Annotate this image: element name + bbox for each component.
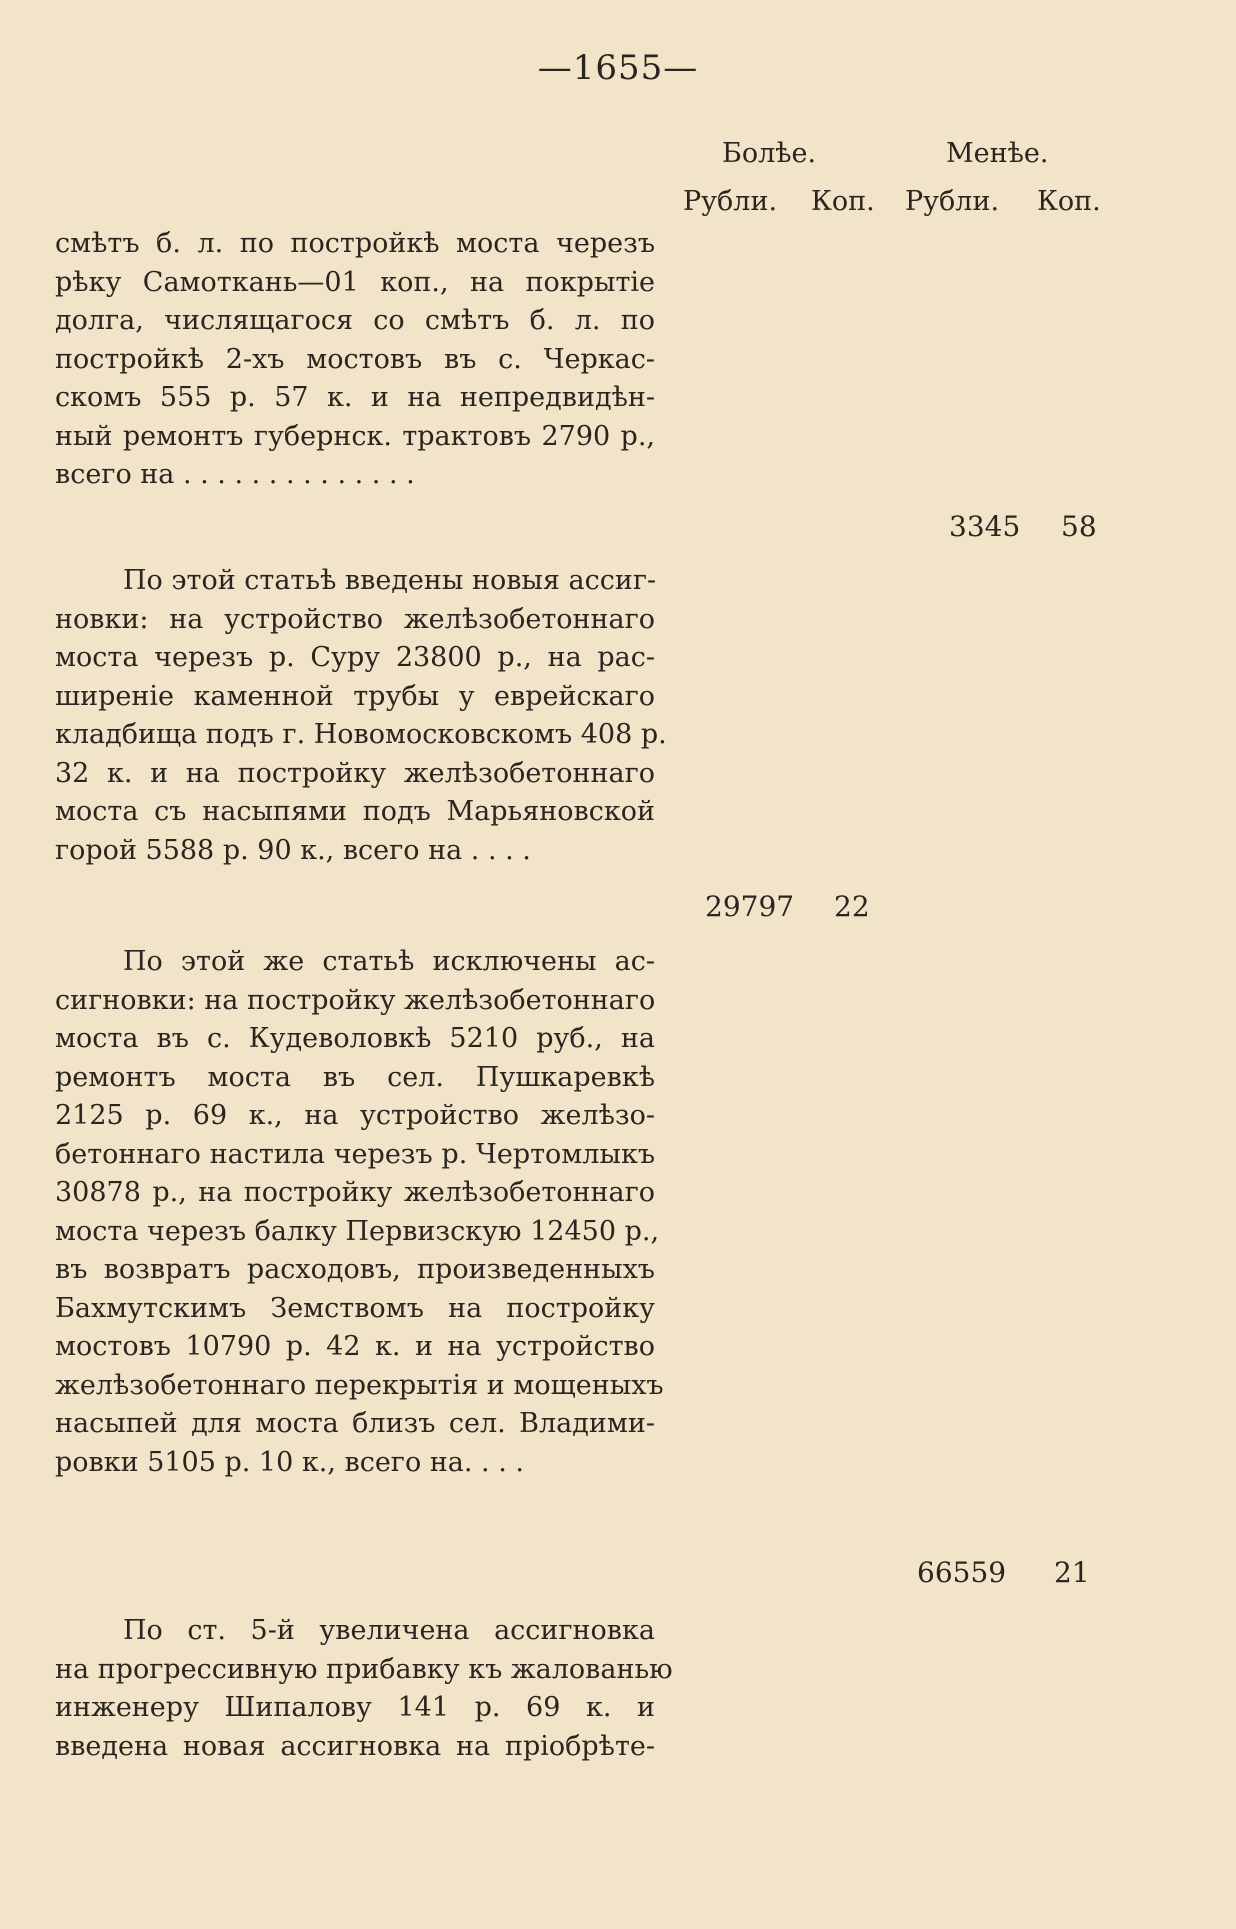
text-line: ширеніе каменной трубы у еврейскаго <box>55 680 655 712</box>
amount-less-rubles: 66559 <box>917 1556 1007 1589</box>
paragraph-new-allocations <box>55 562 667 870</box>
text-line: сигновки: на постройку желѣзобетоннаго <box>55 984 656 1016</box>
text-line: смѣтъ б. л. по постройкѣ моста черезъ <box>55 228 655 259</box>
text-line: ремонтъ моста въ сел. Пушкаревкѣ <box>55 1061 655 1093</box>
paragraph-excluded-allocations <box>55 943 664 1482</box>
text-line: По этой статьѣ введены новыя ассиг- <box>123 565 657 596</box>
text-line: введена новая ассигновка на пріобрѣте- <box>55 1730 655 1762</box>
column-header-more-kopecks: Коп. <box>811 186 875 217</box>
text-line: въ возвратъ расходовъ, произведенныхъ <box>55 1254 655 1285</box>
column-header-less-kopecks: Коп. <box>1037 186 1101 217</box>
text-line: По этой же статьѣ исключены ас- <box>123 946 655 977</box>
text-line: 2125 р. 69 к., на устройство желѣзо- <box>55 1100 655 1131</box>
text-line: моста съ насыпями подъ Марьяновской <box>55 796 655 827</box>
column-header-more-rubles: Рубли. <box>683 186 778 217</box>
column-header-more: Болѣе. <box>722 138 817 169</box>
amount-more-kopecks: 22 <box>834 890 870 923</box>
column-header-less: Менѣе. <box>946 138 1049 169</box>
text-line: Бахмутскимъ Земствомъ на постройку <box>55 1292 655 1324</box>
text-line: скомъ 555 р. 57 к. и на непредвидѣн- <box>55 382 655 413</box>
text-line: долга, числящагося со смѣтъ б. л. по <box>55 305 655 336</box>
amount-less-kopecks: 58 <box>1061 510 1097 543</box>
paragraph-salary-increase <box>55 1612 673 1766</box>
text-line: По ст. 5-й увеличена ассигновка <box>123 1615 655 1646</box>
text-line: инженеру Шипалову 141 р. 69 к. и <box>55 1692 655 1723</box>
text-line: желѣзобетоннаго перекрытія и мощеныхъ <box>55 1369 664 1401</box>
text-line: кладбища подъ г. Новомосковскомъ 408 р. <box>55 719 667 750</box>
text-line: 32 к. и на постройку желѣзобетоннаго <box>55 757 655 789</box>
amount-less-kopecks: 21 <box>1054 1556 1090 1589</box>
text-line: новки: на устройство желѣзобетоннаго <box>55 603 655 635</box>
page-number: —1655— <box>537 48 699 88</box>
text-line: постройкѣ 2-хъ мостовъ въ с. Черкас- <box>55 343 655 375</box>
text-line: моста черезъ р. Суру 23800 р., на рас- <box>55 642 655 673</box>
column-header-less-rubles: Рубли. <box>905 186 1000 217</box>
text-line: горой 5588 р. 90 к., всего на . . . . <box>55 834 531 866</box>
text-line: насыпей для моста близъ сел. Владими- <box>55 1408 655 1439</box>
text-line: моста черезъ балку Первизскую 12450 р., <box>55 1215 660 1247</box>
amount-more-rubles: 29797 <box>705 890 795 923</box>
text-line: мостовъ 10790 р. 42 к. и на устройство <box>55 1331 655 1362</box>
text-line: ровки 5105 р. 10 к., всего на. . . . <box>55 1446 524 1478</box>
paragraph-bridge-debts <box>55 225 655 495</box>
text-line: на прогрессивную прибавку къ жалованью <box>55 1653 673 1685</box>
text-line: 30878 р., на постройку желѣзобетоннаго <box>55 1177 655 1208</box>
text-line: рѣку Самоткань—01 коп., на покрытіе <box>55 266 655 298</box>
text-line: всего на . . . . . . . . . . . . . . <box>55 459 415 490</box>
text-line: моста въ с. Кудеволовкѣ 5210 руб., на <box>55 1023 655 1054</box>
text-line: ный ремонтъ губернск. трактовъ 2790 р., <box>55 420 655 452</box>
amount-less-rubles: 3345 <box>949 510 1021 543</box>
text-line: бетоннаго настила черезъ р. Чертомлыкъ <box>55 1138 655 1170</box>
